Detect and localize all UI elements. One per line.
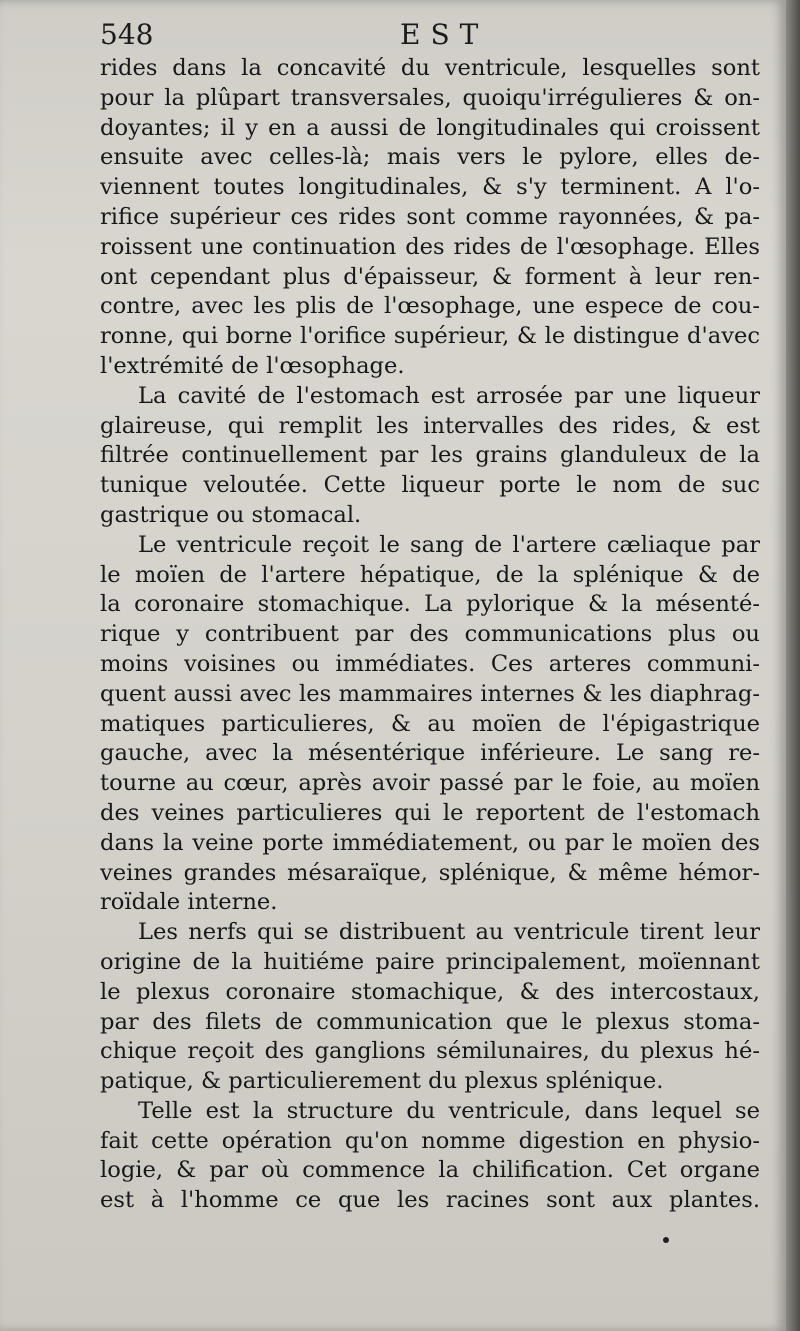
page-header — [100, 18, 760, 58]
text-line: Le ventricule reçoit le sang de l'artere cæliaque par — [138, 531, 760, 558]
text-line: chique reçoit des ganglions sémilunaires, du plexus hé- — [100, 1038, 760, 1065]
text-line: matiques particulieres, & au moïen de l'épigastrique — [100, 710, 760, 737]
running-head: EST — [400, 18, 489, 51]
page-number: 548 — [100, 18, 154, 51]
text-line: gauche, avec la mésentérique inférieure. Le sang re- — [100, 740, 760, 767]
text-line: Les nerfs qui se distribuent au ventricule tirent leur — [138, 919, 760, 946]
text-line: quent aussi avec les mammaires internes & les diaphrag- — [100, 680, 760, 707]
text-line: Telle est la structure du ventricule, dans lequel se — [138, 1097, 760, 1124]
text-line: logie, & par où commence la chilification. Cet organe — [100, 1157, 760, 1184]
text-line: rides dans la concavité du ventricule, lesquelles sont — [100, 55, 760, 81]
page-edge — [786, 0, 800, 1331]
text-line: par des filets de communication que le plexus stoma- — [100, 1008, 760, 1035]
text-line: ronne, qui borne l'orifice supérieur, & le distingue d'avec — [100, 323, 760, 350]
text-line: le moïen de l'artere hépatique, de la splénique & de — [100, 561, 760, 588]
text-line: glaireuse, qui remplit les intervalles des rides, & est — [100, 412, 760, 439]
text-line: la coronaire stomachique. La pylorique & la mésenté- — [100, 591, 760, 618]
text-line: l'extrémité de l'œsophage. — [100, 352, 405, 379]
text-line: ensuite avec celles-là; mais vers le pylore, elles de- — [100, 144, 760, 171]
text-line: doyantes; il y en a aussi de longitudinales qui croissent — [100, 114, 760, 141]
text-line: gastrique ou stomacal. — [100, 501, 362, 528]
text-line: rifice supérieur ces rides sont comme rayonnées, & pa- — [100, 203, 760, 230]
text-line: origine de la huitiéme paire principalement, moïennant — [100, 948, 760, 975]
text-line: viennent toutes longitudinales, & s'y terminent. A l'o- — [100, 174, 760, 201]
text-line: tourne au cœur, après avoir passé par le foie, au moïen — [100, 770, 760, 797]
text-line: des veines particulieres qui le reportent de l'estomach — [100, 799, 760, 826]
text-line: est à l'homme ce que les racines sont aux plantes. — [100, 1187, 760, 1214]
text-line: roissent une continuation des rides de l'œsophage. Elles — [100, 233, 760, 260]
ink-spot — [663, 1237, 669, 1243]
text-line: La cavité de l'estomach est arrosée par une liqueur — [138, 382, 760, 409]
text-line: moins voisines ou immédiates. Ces arteres communi- — [100, 650, 760, 677]
text-line: veines grandes mésaraïque, splénique, & même hémor- — [100, 859, 760, 886]
text-line: patique, & particulierement du plexus splénique. — [100, 1068, 664, 1095]
text-line: dans la veine porte immédiatement, ou par le moïen des — [100, 829, 760, 856]
body-text — [100, 54, 760, 1216]
text-line: filtrée continuellement par les grains glanduleux de la — [100, 442, 760, 469]
text-line: contre, avec les plis de l'œsophage, une espece de cou- — [100, 293, 760, 320]
text-line: roïdale interne. — [100, 889, 278, 916]
text-line: tunique veloutée. Cette liqueur porte le nom de suc — [100, 472, 760, 499]
text-line: ont cependant plus d'épaisseur, & forment à leur ren- — [100, 263, 760, 290]
text-line: pour la plûpart transversales, quoiqu'irrégulieres & on- — [100, 84, 760, 111]
text-line: le plexus coronaire stomachique, & des intercostaux, — [100, 978, 760, 1005]
text-line: rique y contribuent par des communications plus ou — [100, 621, 760, 648]
text-line: fait cette opération qu'on nomme digestion en physio- — [100, 1127, 760, 1154]
